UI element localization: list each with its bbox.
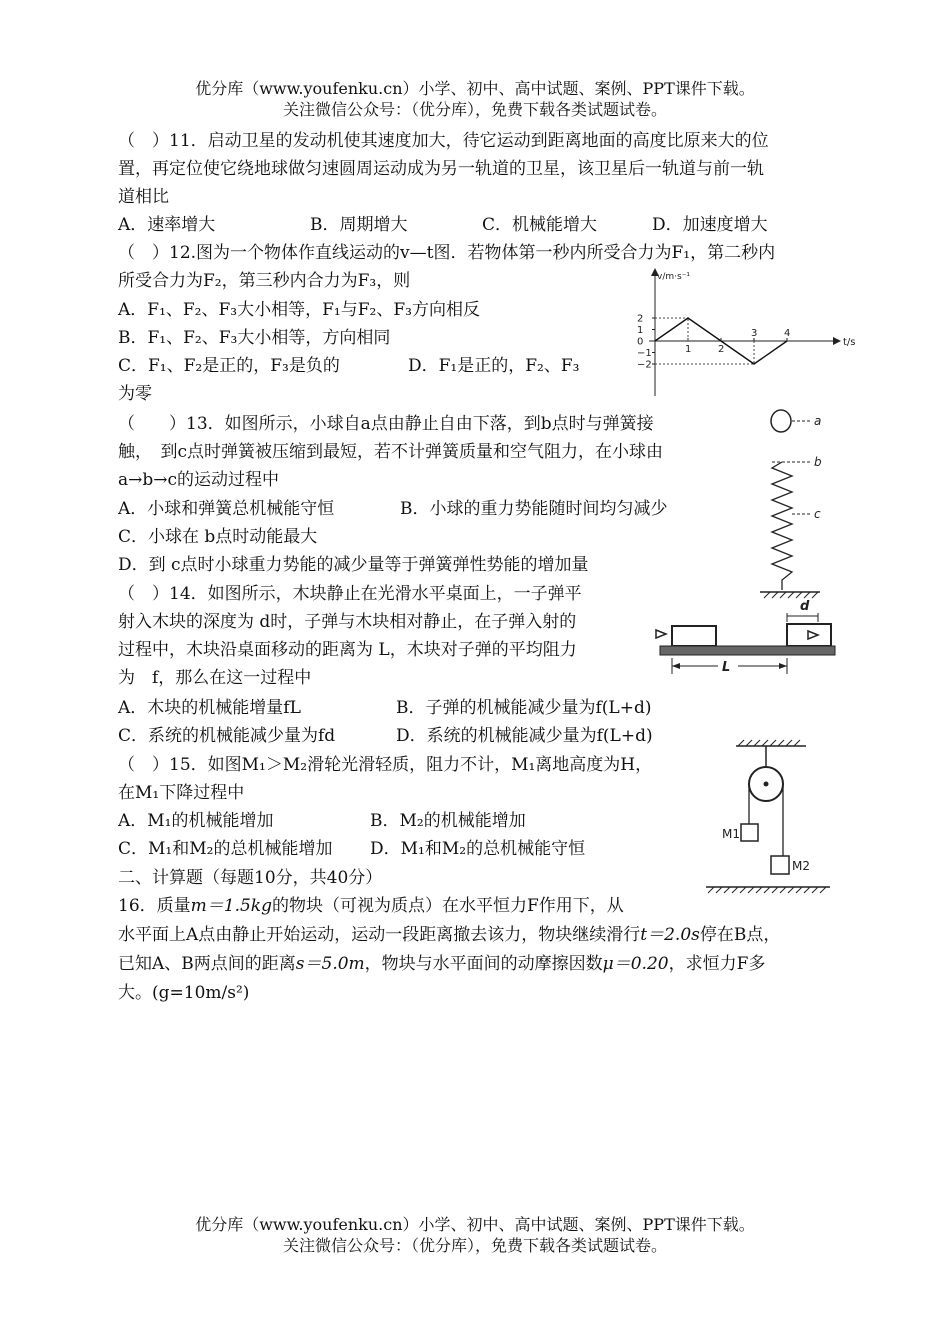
vt-xtick-label: 4 (784, 328, 791, 339)
vt-ytick-label: 0 (637, 336, 644, 348)
page-header-line2: 关注微信公众号：（优分库），免费下载各类试题试卷。 (282, 100, 667, 119)
q14-option-d: D．系统的机械能减少量为f(L+d) (396, 726, 653, 746)
vt-ytick-label: −2 (637, 359, 652, 371)
label-m1: M1 (722, 827, 740, 841)
q14-option-a: A．木块的机械能增量fL (118, 698, 301, 718)
q13-line2: 触， 到c点时弹簧被压缩到最短，若不计弹簧质量和空气阻力，在小球由 (118, 442, 664, 462)
q16-mass-formula: m＝1.5kg (190, 896, 272, 916)
q14-option-c: C．系统的机械能减少量为fd (118, 726, 336, 746)
q11-line2: 置，再定位使它绕地球做匀速圆周运动成为另一轨道的卫星，该卫星后一轨道与前一轨 (118, 159, 764, 179)
q15-option-c: C．M₁和M₂的总机械能增加 (118, 839, 333, 859)
vt-ytick-label: 2 (637, 313, 644, 325)
section-2-heading: 二、计算题（每题10分，共40分） (118, 868, 383, 888)
spring-figure (758, 404, 838, 604)
bullet-final (808, 631, 818, 639)
vt-graph (615, 268, 875, 400)
q12-line2: 所受合力为F₂，第三秒内合力为F₃，则 (118, 271, 411, 291)
vt-x-arrow (833, 337, 841, 345)
q16-line1 (118, 893, 624, 919)
label-L: L (722, 660, 731, 675)
q12-option-b: B．F₁、F₂、F₃大小相等，方向相同 (118, 328, 391, 348)
spring (772, 462, 792, 590)
ball (771, 410, 791, 432)
block-initial (672, 626, 716, 646)
q14-line3: 过程中，木块沿桌面移动的距离为 L，木块对子弹的平均阻力 (118, 640, 577, 660)
label-m2: M2 (792, 859, 810, 873)
L-arrow-right (779, 663, 787, 669)
bullet-initial (656, 630, 666, 638)
q13-option-b: B．小球的重力势能随时间均匀减少 (400, 499, 668, 519)
vt-ytick-label: 1 (637, 325, 644, 336)
q16-time-formula: t＝2.0s (640, 925, 700, 945)
q14-line4: 为 f，那么在这一过程中 (118, 668, 312, 688)
q16-line2-text: 水平面上A点由静止开始运动，运动一段距离撤去该力，物块继续滑行 (118, 925, 641, 945)
q11-option-d: D．加速度增大 (652, 215, 768, 235)
vt-xtick-label: 1 (685, 344, 692, 355)
vt-xtick-label: 3 (751, 328, 758, 339)
q16-line2 (118, 922, 780, 948)
q15-line2: 在M₁下降过程中 (118, 783, 245, 803)
q12-option-d: D．F₁是正的，F₂、F₃ (408, 356, 580, 376)
q12-line1: （ ）12.图为一个物体作直线运动的v—t图．若物体第一秒内所受合力为F₁，第二秒内 (118, 243, 776, 263)
q14-option-b: B．子弹的机械能减少量为f(L+d) (396, 698, 652, 718)
q16-line2-rest: 停在B点， (699, 925, 781, 945)
vt-ytick-label: −1 (637, 348, 652, 359)
q16-intro: 16．质量 (118, 896, 191, 916)
q15-option-d: D．M₁和M₂的总机械能守恒 (370, 839, 586, 859)
vt-xlabel: t/s (843, 337, 856, 348)
q16-friction-formula: μ＝0.20 (602, 954, 669, 974)
q15-option-a: A．M₁的机械能增加 (118, 811, 274, 831)
q13-line3: a→b→c的运动过程中 (118, 470, 280, 490)
label-c: c (814, 507, 821, 521)
q16-line3-text: 已知A、B两点间的距离 (118, 954, 296, 974)
q16-line1-rest: 的物块（可视为质点）在水平恒力F作用下，从 (271, 896, 624, 916)
q12-option-d-cont: 为零 (118, 384, 152, 404)
q16-line3 (118, 951, 765, 977)
pulley-figure (704, 736, 834, 896)
label-b: b (814, 455, 822, 469)
q15-line1: （ ）15．如图M₁＞M₂滑轮光滑轻质，阻力不计，M₁离地高度为H， (118, 755, 653, 775)
block-final (787, 624, 831, 646)
table-surface (660, 646, 835, 655)
page-header-line1: 优分库（www.youfenku.cn）小学、初中、高中试题、案例、PPT课件下载。 (195, 79, 755, 98)
q16-distance-formula: s＝5.0m (295, 954, 365, 974)
q13-option-c: C．小球在 b点时动能最大 (118, 527, 318, 547)
q13-option-d: D．到 c点时小球重力势能的减少量等于弹簧弹性势能的增加量 (118, 555, 589, 575)
page-footer-line1: 优分库（www.youfenku.cn）小学、初中、高中试题、案例、PPT课件下载。 (195, 1215, 755, 1234)
q16-line3-rest: ，求恒力F多 (668, 954, 766, 974)
q11-option-a: A．速率增大 (118, 215, 216, 235)
q12-option-c: C．F₁、F₂是正的，F₃是负的 (118, 356, 340, 376)
vt-xtick-label: 2 (718, 344, 725, 355)
q15-option-b: B．M₂的机械能增加 (370, 811, 526, 831)
q13-line1: （ ）13．如图所示，小球自a点由静止自由下落，到b点时与弹簧接 (118, 414, 654, 434)
page-footer-line2: 关注微信公众号：（优分库），免费下载各类试题试卷。 (282, 1236, 667, 1255)
L-arrow-left (672, 663, 680, 669)
q11-option-b: B．周期增大 (310, 215, 408, 235)
q14-line1: （ ）14．如图所示，木块静止在光滑水平桌面上，一子弹平 (118, 584, 582, 604)
q16-line3-mid: ，物块与水平面间的动摩擦因数 (364, 954, 603, 974)
mass-m1 (741, 824, 758, 841)
pulley-axle (764, 782, 769, 787)
floor-hatch (708, 887, 826, 893)
ceiling-hatch (738, 740, 800, 746)
label-a: a (814, 414, 822, 428)
mass-m2 (771, 856, 789, 874)
q12-option-a: A．F₁、F₂、F₃大小相等，F₁与F₂、F₃方向相反 (118, 300, 480, 320)
q11-line3: 道相比 (118, 187, 169, 207)
bullet-block-figure (650, 596, 840, 678)
q16-line4: 大。(g=10m/s²) (118, 983, 250, 1003)
q11-option-c: C．机械能增大 (482, 215, 598, 235)
q14-line2: 射入木块的深度为 d时，子弹与木块相对静止，在子弹入射的 (118, 612, 577, 632)
q11-line1: （ ）11．启动卫星的发动机使其速度加大，待它运动到距离地面的高度比原来大的位 (118, 131, 769, 151)
label-d: d (800, 599, 810, 614)
vt-ylabel: v/m·s⁻¹ (657, 272, 691, 282)
q13-option-a: A．小球和弹簧总机械能守恒 (118, 499, 335, 519)
